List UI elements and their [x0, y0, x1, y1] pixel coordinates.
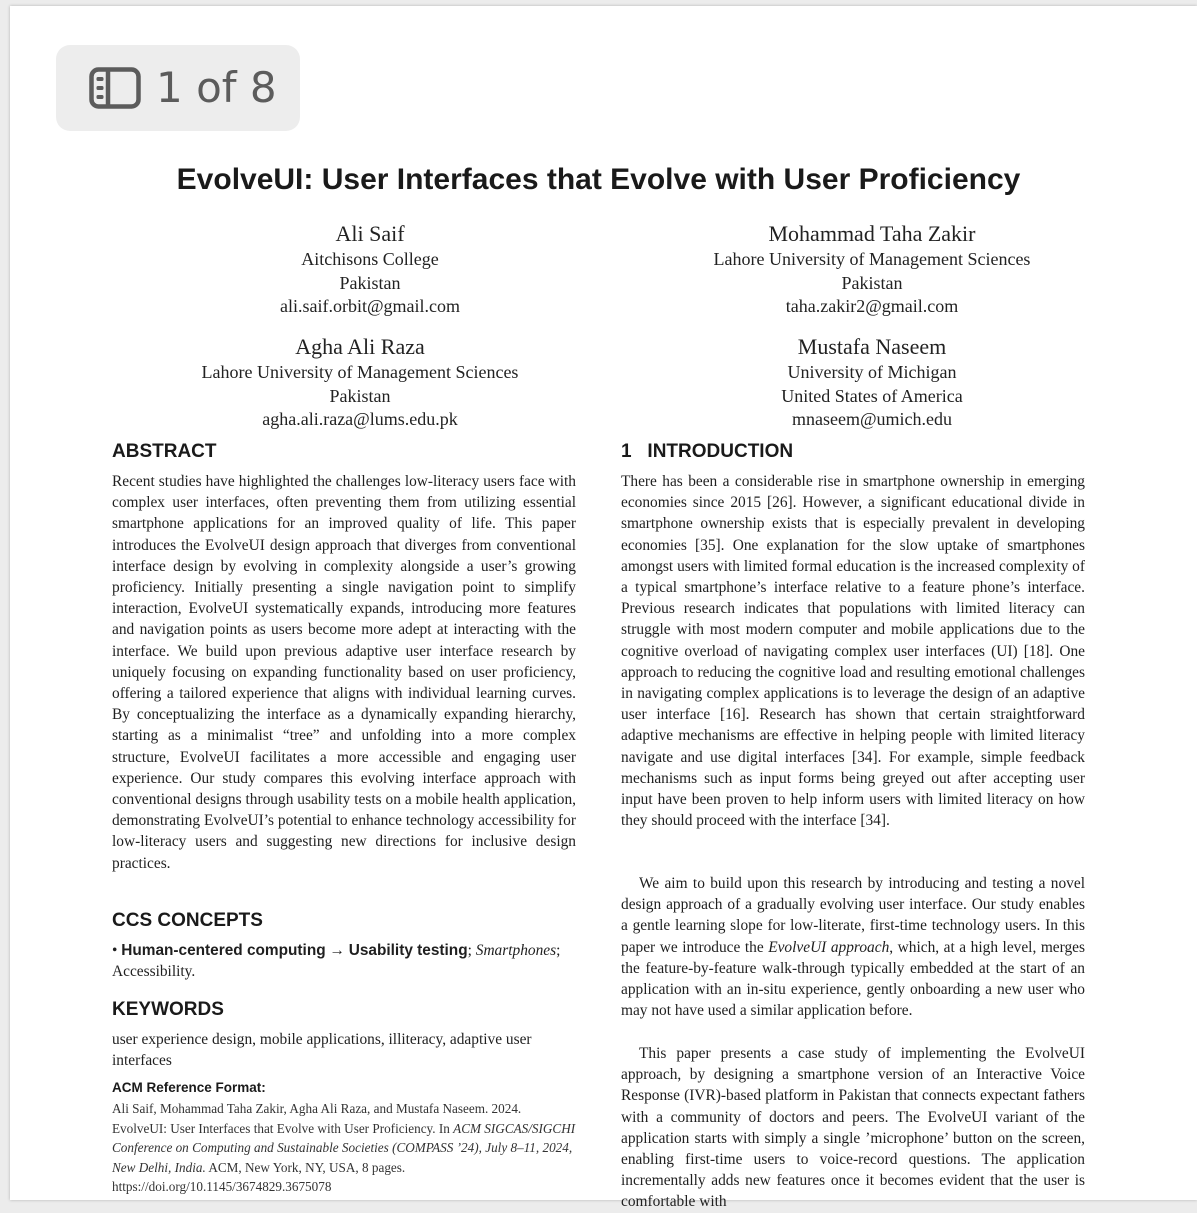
acm-reference-venue: ACM SIGCAS/SIGCHI Conference on Computing and Sustainable Societies (COMPASS ’24), July 8–11, 2024, New Delhi, India.	[112, 1120, 576, 1175]
section-heading	[621, 441, 793, 463]
author-name: Ali Saif	[335, 221, 405, 246]
author-country: United States of America	[781, 385, 963, 406]
author-affiliation: Lahore University of Management Sciences	[201, 362, 519, 382]
keywords-text: user experience design, mobile applications, illiteracy, adaptive user interfaces	[112, 1031, 532, 1070]
author-name: Agha Ali Raza	[295, 334, 425, 359]
intro-p2-italic: EvolveUI approach	[768, 938, 890, 956]
acm-reference-authors: Ali Saif, Mohammad Taha Zakir, Agha Ali Raza, and Mustafa Naseem. 2024. EvolveUI: User Interfaces that Evolve with User Proficiency. In	[112, 1101, 522, 1136]
author-email: mnaseem@umich.edu	[791, 409, 953, 429]
author-block	[150, 333, 570, 432]
author-name: Mohammad Taha Zakir	[768, 221, 976, 246]
acm-reference-doi[interactable]: https://doi.org/10.1145/3674829.3675078	[112, 1179, 332, 1195]
author-block	[240, 220, 500, 319]
author-block	[637, 220, 1107, 319]
section-title: INTRODUCTION	[647, 441, 794, 462]
intro-paragraph-3: This paper presents a case study of implementing the EvolveUI approach, by designing a smartphone version of an Interactive Voice Response (IVR)-based platform in Pakistan that connects expectant fathers with a community of doctors and peers. The EvolveUI variant of the application starts with simply a single ’microphone’ button on the screen, enabling first-time users to voice-record questions. The application incrementally adds new features once it becomes evident that the user is comfortable with	[621, 1045, 1085, 1211]
intro-paragraph-2	[621, 873, 1085, 1021]
abstract-text: Recent studies have highlighted the challenges low-literacy users face with complex user interfaces, often preventing them from utilizing essential smartphone applications for an improved quality of life. This paper introduces the EvolveUI design approach that diverges from conventional interface design by evolving in complexity alongside a user’s growing proficiency. Initially presenting a single navigation point to simplify interaction, EvolveUI systematically expands, introducing more features and navigation points as users become more adept at interacting with the interface. We build upon previous adaptive user interface research by uniquely focusing on expanding functionality based on user proficiency, offering a tailored experience that aligns with individual learning curves. By conceptualizing the interface as a dynamically expanding hierarchy, starting as a minimalist “tree” and unfolding into a more complex structure, EvolveUI facilitates a more accessible and engaging user experience. Our study compares this evolving interface approach with conventional designs through usability tests on a mobile health application, demonstrating EvolveUI’s potential to enhance technology accessibility for low-literacy users and suggesting new directions for inclusive design practices.	[112, 473, 576, 872]
page-indicator[interactable]	[56, 45, 300, 131]
ccs-separator: ;	[467, 942, 472, 959]
ccs-arrow: →	[329, 942, 345, 959]
paper-title: EvolveUI: User Interfaces that Evolve with User Proficiency	[176, 163, 1021, 196]
author-affiliation: Aitchisons College	[301, 249, 439, 269]
author-country: Pakistan	[339, 272, 401, 293]
author-country: Pakistan	[329, 385, 391, 406]
ccs-bullet: •	[112, 942, 118, 959]
keywords-heading: KEYWORDS	[112, 999, 224, 1020]
intro-p2-after: , which, at a high level, merges the feature-by-feature walk-through typically embedded at the start of an application with an in-situ experience, gently onboarding a new user who may not have used a similar application before.	[621, 938, 1085, 1020]
ccs-rest: ; Accessibility.	[112, 942, 561, 981]
author-affiliation: Lahore University of Management Sciences	[713, 249, 1031, 269]
ccs-concepts	[112, 940, 576, 982]
acm-reference-publisher: ACM, New York, NY, USA, 8 pages.	[208, 1159, 406, 1175]
author-country: Pakistan	[841, 272, 903, 293]
page-counter: 1 of 8	[156, 63, 277, 112]
intro-paragraph-1: There has been a considerable rise in smartphone ownership in emerging economies since 2015 [26]. However, a significant educational divide in smartphone ownership exists that is especially prevalent in developing economies [35]. One explanation for the slow uptake of smartphones amongst users with limited formal education is the increased complexity of a typical smartphone’s interface relative to a feature phone’s interface. Previous research indicates that populations with limited literacy can struggle with most modern computer and mobile applications due to the cognitive overload of navigating complex user interfaces (UI) [18]. One approach to reducing the cognitive load and resulting emotional challenges in navigating complex applications is to leverage the design of an adaptive user interface [16]. Research has shown that certain straightforward adaptive mechanisms are effective in helping people with limited literacy navigate and use digital interfaces [34]. For example, simple feedback mechanisms such as input forms being greyed out after accepting user input have been proven to help inform users with limited literacy on how they should proceed with the interface [34].	[621, 473, 1085, 830]
author-email: taha.zakir2@gmail.com	[785, 296, 959, 316]
ccs-primary: Human-centered computing	[121, 942, 326, 959]
acm-reference-heading: ACM Reference Format:	[112, 1080, 266, 1095]
intro-p2-before: We aim to build upon this research by introducing and testing a novel design approach of a gradually evolving user interface. Our study enables a gentle learning slope for low-literate, first-time technology users. In this paper we introduce the	[621, 875, 1085, 956]
sidebar-icon[interactable]	[89, 67, 141, 109]
acm-reference-text	[112, 1099, 578, 1197]
author-name: Mustafa Naseem	[797, 334, 947, 359]
author-block	[697, 333, 1047, 432]
ccs-heading: CCS CONCEPTS	[112, 910, 263, 931]
author-affiliation: University of Michigan	[787, 362, 957, 382]
author-email: agha.ali.raza@lums.edu.pk	[262, 409, 458, 429]
section-number: 1	[621, 441, 632, 462]
ccs-secondary: Usability testing	[348, 942, 468, 959]
author-email: ali.saif.orbit@gmail.com	[279, 296, 461, 316]
abstract-heading: ABSTRACT	[112, 441, 217, 462]
ccs-italic: Smartphones	[475, 942, 557, 959]
